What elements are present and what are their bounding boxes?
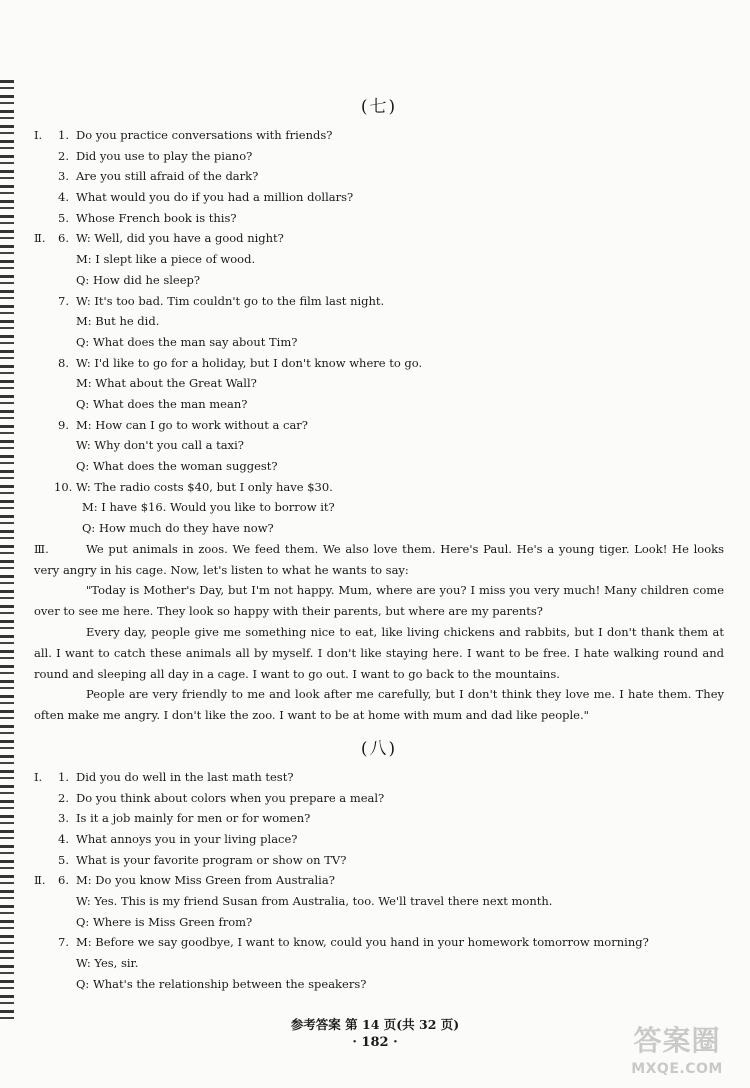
part-2-dialogs	[34, 870, 724, 994]
part-1-listening-questions	[34, 125, 724, 228]
dialog-line: Q: How much do they have now?	[82, 521, 274, 536]
dialog-line: Q: What does the woman suggest?	[76, 459, 278, 473]
section-title: (七)	[360, 97, 398, 117]
dialog-line: M: What about the Great Wall?	[76, 376, 257, 391]
question-line: 3. Is it a job mainly for men or for women?	[58, 811, 311, 826]
dialog-line: M: But he did.	[76, 314, 160, 329]
question-line: 2. Do you think about colors when you prepare a meal?	[58, 790, 385, 805]
part-2-dialogs	[34, 228, 724, 538]
watermark-logo-text: 答案圈	[633, 1024, 721, 1057]
question-line: 2. Did you use to play the piano?	[58, 148, 253, 163]
question-line: Ⅰ. 1. Did you do well in the last math test?	[34, 767, 724, 788]
question-line: 4. What annoys you in your living place?	[58, 831, 298, 846]
reference-footer: 参考答案 第 14 页(共 32 页)	[290, 1017, 460, 1032]
part-label: Ⅱ.	[34, 231, 46, 246]
question-line: 5. What is your favorite program or show on TV?	[58, 852, 347, 867]
dialog-line: W: Why don't you call a taxi?	[76, 438, 244, 453]
part-3-passage	[34, 539, 724, 726]
watermark-logo	[612, 1022, 742, 1084]
question-line: 4. What would you do if you had a million dollars?	[58, 190, 354, 205]
dialog-line: Ⅱ. 6. M: Do you know Miss Green from Australia?	[34, 870, 724, 891]
document-page	[34, 92, 724, 994]
watermark-site: MXQE.COM	[631, 1061, 723, 1077]
dialog-line: Q: What does the man say about Tim?	[76, 334, 298, 349]
dialog-line: W: Yes. This is my friend Susan from Australia, too. We'll travel there next month.	[76, 894, 553, 909]
part-label: Ⅰ.	[34, 769, 43, 784]
binding-edge	[0, 80, 14, 1020]
passage-paragraph: People are very friendly to me and look after me carefully, but I don't think they love me. I hate them. They often make me angry. I don't like the zoo. I want to be at home with mum and dad like people."	[34, 687, 724, 723]
page-number: · 182 ·	[352, 1035, 398, 1050]
dialog-line: 7. W: It's too bad. Tim couldn't go to the film last night.	[58, 293, 385, 308]
dialog-line: M: I slept like a piece of wood.	[76, 252, 256, 267]
part-label: Ⅰ.	[34, 128, 43, 142]
dialog-line: M: I have $16. Would you like to borrow it?	[82, 500, 335, 515]
passage-paragraph: Every day, people give me something nice to eat, like living chickens and rabbits, but I don't thank them at all. I want to catch these animals all by myself. I don't like staying here. I want to be free. I hate walking round and round and sleeping all day in a cage. I want to go out. I want to go back to the mountains.	[34, 624, 724, 681]
passage-paragraph: We put animals in zoos. We feed them. We also love them. Here's Paul. He's a young tiger. Look! He looks very angry in his cage. Now, let's listen to what he wants to say:	[34, 541, 724, 577]
dialog-line: W: Yes, sir.	[76, 956, 139, 971]
dialog-line: Q: Where is Miss Green from?	[76, 914, 253, 929]
question-line: 3. Are you still afraid of the dark?	[58, 169, 259, 184]
dialog-line: 8. W: I'd like to go for a holiday, but I don't know where to go.	[58, 355, 423, 370]
dialog-line: Q: How did he sleep?	[76, 272, 201, 287]
part-1-listening-questions	[34, 767, 724, 870]
part-label: Ⅱ.	[34, 873, 46, 888]
dialog-line: 9. M: How can I go to work without a car?	[58, 417, 308, 432]
dialog-line: Q: What does the man mean?	[76, 396, 248, 411]
section-title: (八)	[360, 738, 398, 759]
dialog-line: 10. W: The radio costs $40, but I only have $30.	[54, 479, 333, 494]
question-line: 5. Whose French book is this?	[58, 210, 237, 225]
question-line: Ⅰ. 1. Do you practice conversations with friends?	[34, 125, 724, 146]
dialog-line: Ⅱ. 6. W: Well, did you have a good night?	[34, 228, 724, 249]
part-label: Ⅲ.	[34, 541, 49, 556]
dialog-line: 7. M: Before we say goodbye, I want to know, could you hand in your homework tomorrow morning?	[58, 935, 649, 950]
dialog-line: Q: What's the relationship between the speakers?	[76, 976, 367, 991]
passage-paragraph: "Today is Mother's Day, but I'm not happy. Mum, where are you? I miss you very much! Many children come over to see me here. They look so happy with their parents, but where are my parents?	[34, 583, 724, 619]
